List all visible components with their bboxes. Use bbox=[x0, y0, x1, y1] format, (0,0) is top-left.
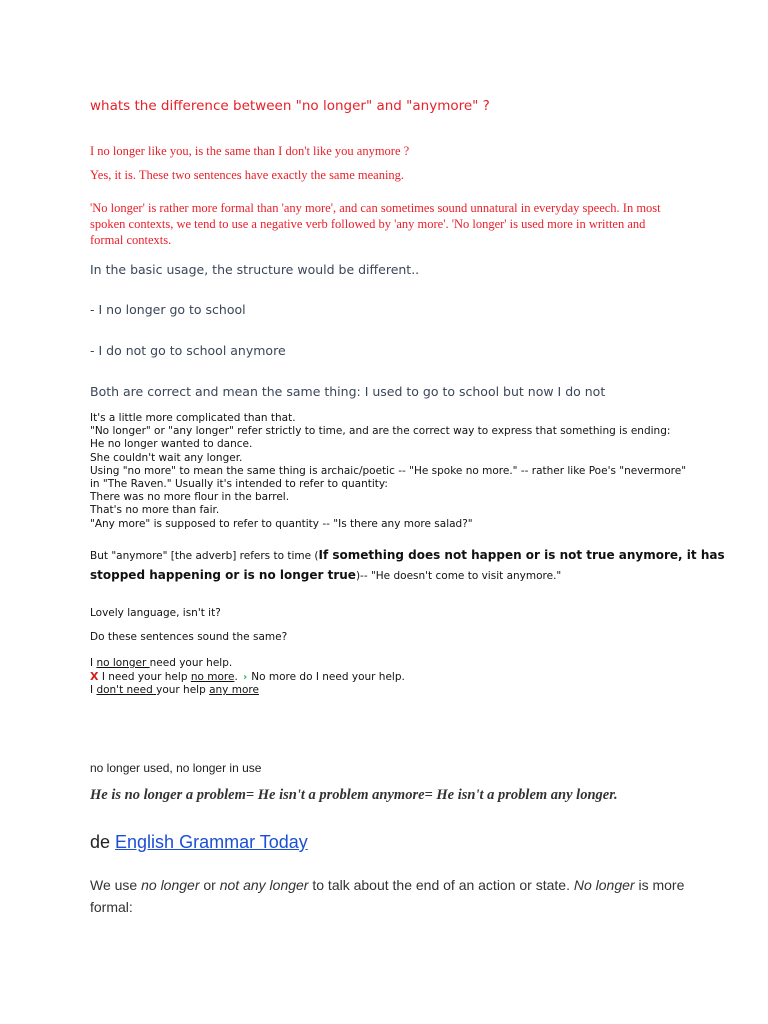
underlined-phrase: no more bbox=[190, 671, 235, 684]
detail-line: There was no more flour in the barrel. bbox=[90, 491, 290, 504]
anymore-adverb-block bbox=[90, 545, 725, 585]
italic-term: not any longer bbox=[219, 877, 309, 893]
adverb-separator: )-- bbox=[355, 570, 371, 582]
underlined-phrase: no longer bbox=[96, 657, 150, 669]
adverb-definition-1: If something does not happen or is not true anymore, it has bbox=[318, 548, 725, 562]
detail-line: in "The Raven." Usually it's intended to refer to quantity: bbox=[90, 478, 388, 491]
detail-block bbox=[90, 412, 686, 531]
final-paragraph: We use no longer or not any longer to talk about the end of an action or state. No longer is more formal: bbox=[90, 877, 685, 915]
detail-line: It's a little more complicated than that. bbox=[90, 412, 296, 424]
adverb-prefix: But "anymore" [the adverb] refers to time ( bbox=[90, 550, 319, 562]
both-correct-text: Both are correct and mean the same thing: I used to go to school but now I do not bbox=[90, 384, 606, 399]
underlined-phrase: don't need bbox=[96, 684, 157, 697]
sentence-3: I don't need your help any more bbox=[90, 684, 259, 697]
detail-line: He no longer wanted to dance. bbox=[90, 438, 253, 451]
adverb-example: "He doesn't come to visit anymore." bbox=[370, 570, 562, 582]
chevron-right-icon: › bbox=[243, 672, 248, 684]
detail-line: She couldn't wait any longer. bbox=[90, 451, 243, 464]
sound-same-question: Do these sentences sound the same? bbox=[90, 631, 288, 643]
italic-term: No longer bbox=[573, 877, 635, 893]
question-text: I no longer like you, is the same than I don't like you anymore ? bbox=[90, 144, 410, 158]
sentence-2: X I need your help no more. › No more do I need your help. bbox=[90, 670, 405, 684]
adverb-definition-2: stopped happening or is no longer true bbox=[90, 568, 356, 582]
italic-term: no longer bbox=[141, 877, 200, 893]
answer-text: Yes, it is. These two sentences have exactly the same meaning. bbox=[90, 168, 405, 182]
no-longer-used-text: no longer used, no longer in use bbox=[90, 761, 262, 775]
detail-line: "Any more" is supposed to refer to quantity -- "Is there any more salad?" bbox=[90, 517, 473, 530]
italic-example: He is no longer a problem= He isn't a problem anymore= He isn't a problem any longer. bbox=[90, 787, 618, 803]
x-mark-icon: X bbox=[90, 670, 99, 684]
source-line bbox=[90, 832, 308, 853]
sentence-list bbox=[90, 657, 405, 698]
detail-line: That's no more than fair. bbox=[90, 504, 220, 517]
underlined-phrase: any more bbox=[209, 684, 259, 697]
detail-line: "No longer" or "any longer" refer strictly to time, and are the correct way to express that something is ending: bbox=[90, 425, 671, 438]
example-anymore: - I do not go to school anymore bbox=[90, 343, 286, 358]
page-title: whats the difference between "no longer" and "anymore" ? bbox=[90, 98, 490, 114]
basic-usage-text: In the basic usage, the structure would be different.. bbox=[90, 262, 420, 277]
lovely-language-text: Lovely language, isn't it? bbox=[90, 607, 221, 619]
example-no-longer: - I no longer go to school bbox=[90, 302, 246, 317]
english-grammar-today-link[interactable]: English Grammar Today bbox=[115, 832, 308, 852]
source-prefix: de bbox=[90, 832, 116, 852]
sentence-1: I no longer need your help. bbox=[90, 657, 233, 669]
detail-line: Using "no more" to mean the same thing is archaic/poetic -- "He spoke no more." -- rather like Poe's "nevermore" bbox=[90, 464, 687, 477]
explanation-paragraph: 'No longer' is rather more formal than 'any more', and can sometimes sound unnatural in everyday speech. In most spoken contexts, we tend to use a negative verb followed by 'any more'. 'No longer' is used more in written and formal contexts. bbox=[90, 201, 661, 247]
